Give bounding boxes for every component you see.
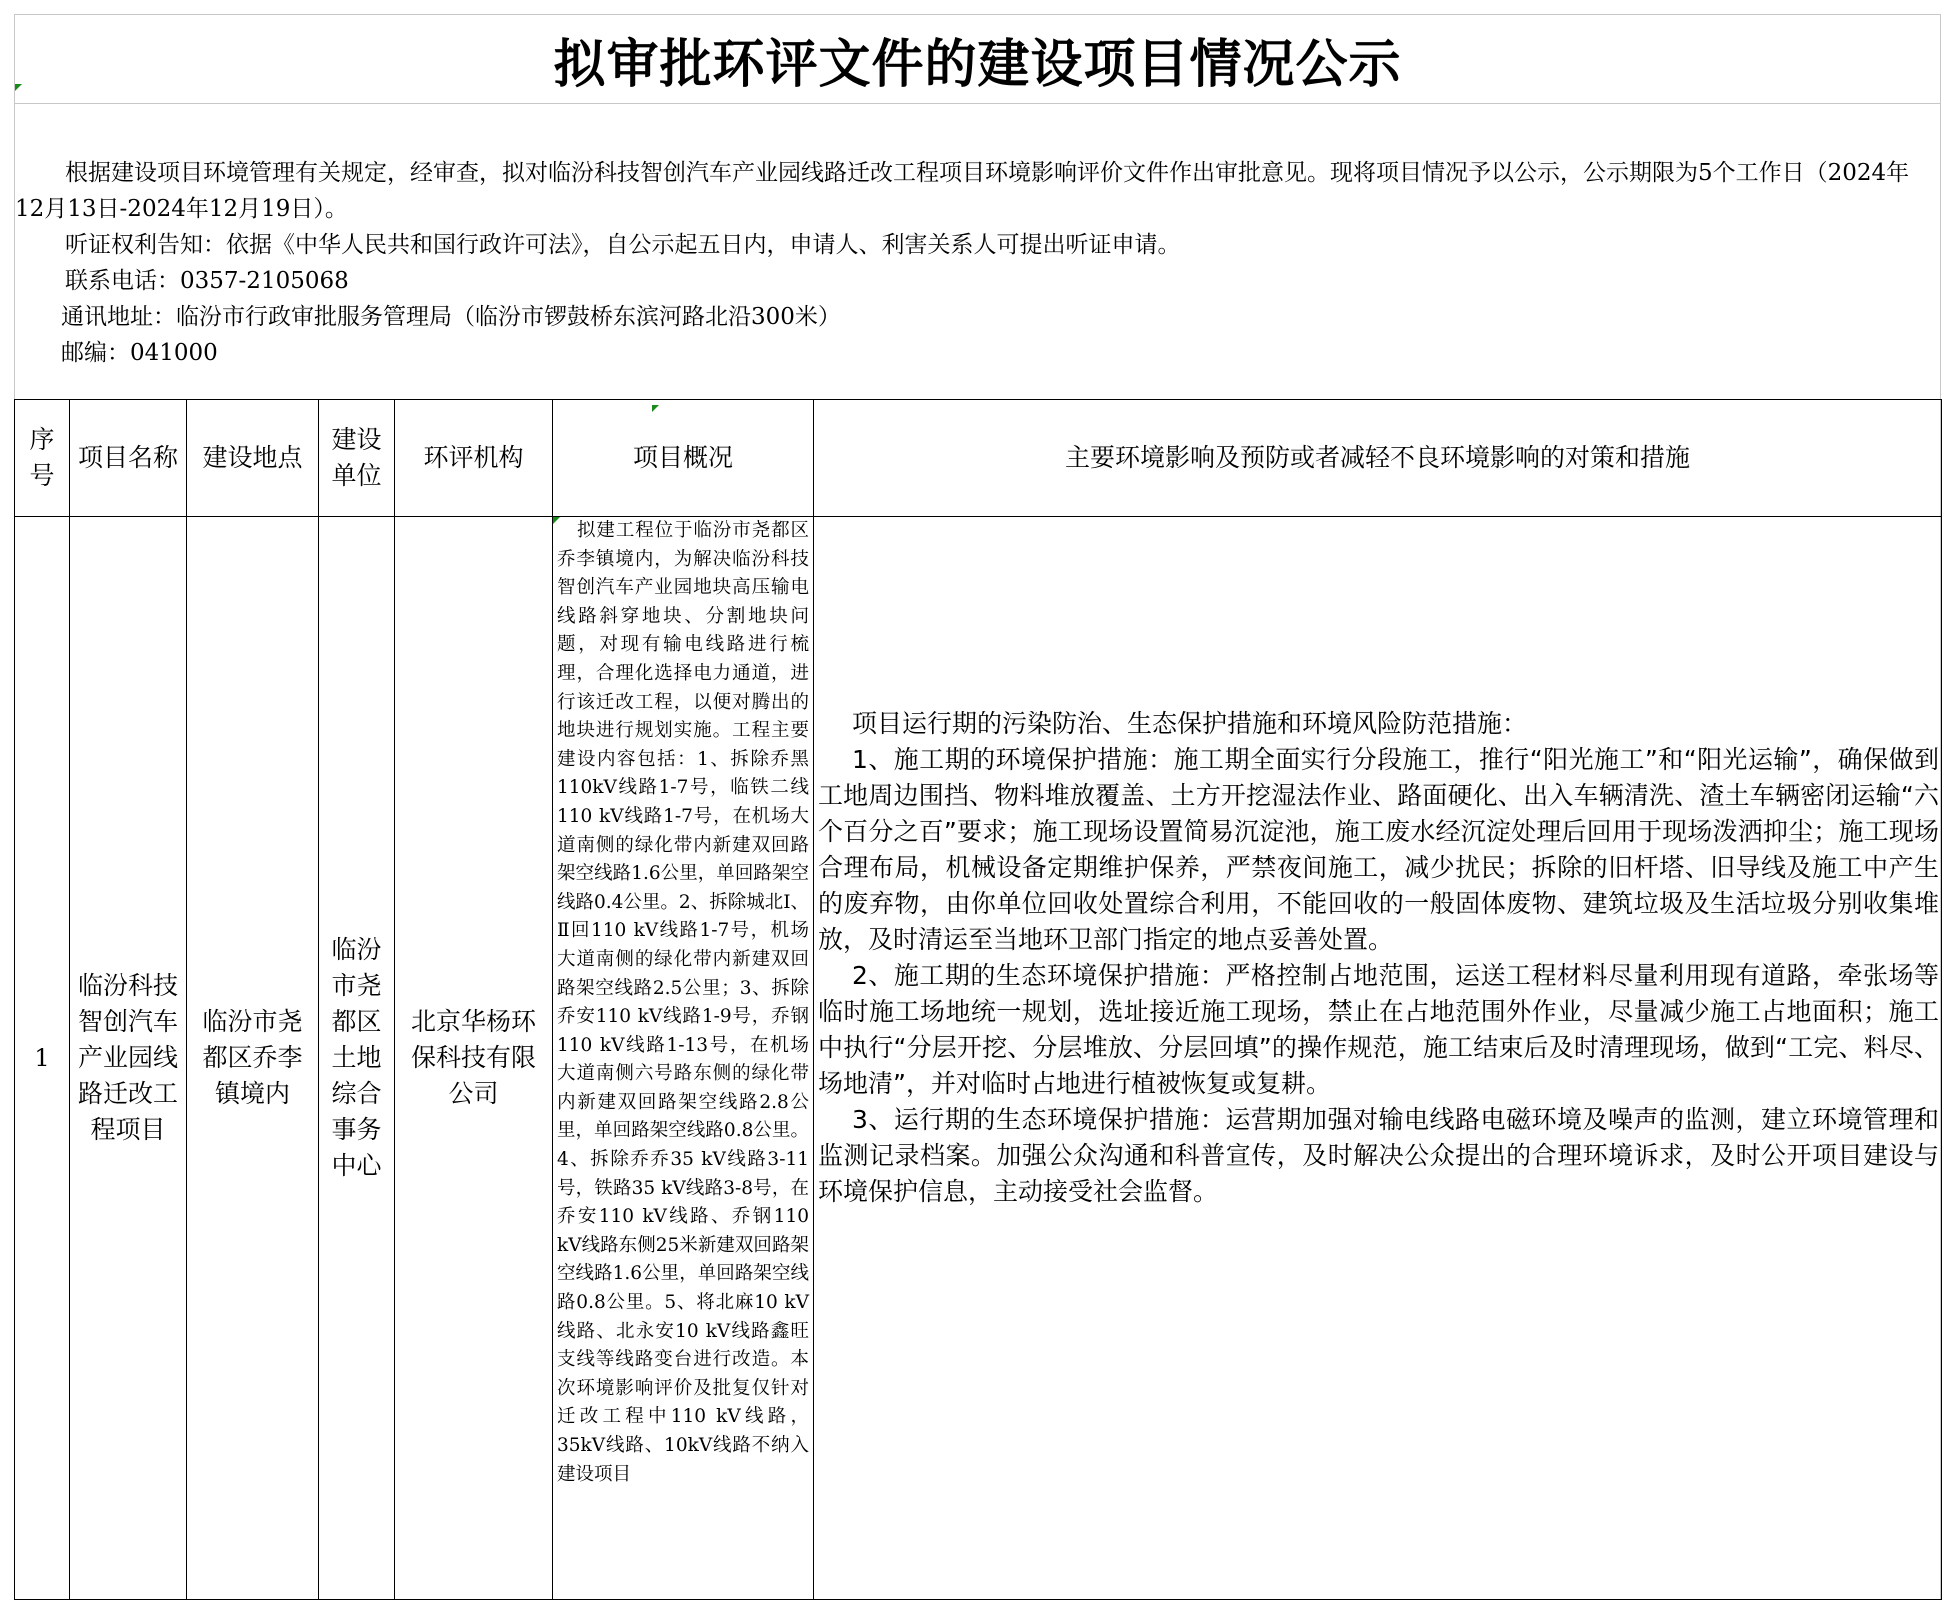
cell-comment-marker <box>15 84 22 91</box>
header-overview <box>553 400 814 517</box>
project-overview: 拟建工程位于临汾市尧都区乔李镇境内，为解决临汾科技智创汽车产业园地块高压输电线路斜穿地块、分割地块问题，对现有输电线路进行梳理，合理化选择电力通道，进行该迁改工程，以便对腾出的地块进行规划实施。工程主要建设内容包括：1、拆除乔黑110kV线路1-7号，临铁二线110 kV线路1-7号，在机场大道南侧的绿化带内新建双回路架空线路1.6公里，单回路架空线路0.4公里。2、拆除城北Ⅰ、Ⅱ回110 kV线路1-7号，机场大道南侧的绿化带内新建双回路架空线路2.5公里；3、拆除乔安110 kV线路1-9号，乔钢110 kV线路1-13号，在机场大道南侧六号路东侧的绿化带内新建双回路架空线路2.8公里，单回路架空线路0.8公里。4、拆除乔乔35 kV线路3-11号，铁路35 kV线路3-8号，在乔安110 kV线路、乔钢110 kV线路东侧25米新建双回路架空线路1.6公里，单回路架空线路0.8公里。5、将北麻10 kV线路、北永安10 kV线路鑫旺支线等线路变台进行改造。本次环境影响评价及批复仅针对迁改工程中110 kV线路，35kV线路、10kV线路不纳入建设项目 <box>557 520 810 1485</box>
header-location <box>187 400 319 517</box>
cell-measures <box>814 517 1942 1600</box>
seq-value: 1 <box>34 1044 50 1072</box>
measures-spacer <box>818 1210 1939 1410</box>
measures-item: 3、运行期的生态环境保护措施：运营期加强对输电线路电磁环境及噪声的监测，建立环境管理和监测记录档案。加强公众沟通和科普宣传，及时解决公众提出的合理环境诉求，及时公开项目建设与环境保护信息，主动接受社会监督。 <box>818 1105 1939 1206</box>
construction-unit: 临汾市尧都区土地综合事务中心 <box>331 935 382 1180</box>
contact-address: 通讯地址：临汾市行政审批服务管理局（临汾市锣鼓桥东滨河路北沿300米） <box>61 304 841 330</box>
cell-comment-marker <box>652 405 659 412</box>
spreadsheet-sheet <box>14 14 1941 1599</box>
project-name: 临汾科技智创汽车产业园线路迁改工程项目 <box>77 971 178 1144</box>
cell-agency <box>395 517 553 1600</box>
table-header-row <box>15 400 1942 517</box>
contact-phone: 联系电话：0357-2105068 <box>65 268 349 294</box>
postcode: 邮编：041000 <box>61 340 218 366</box>
project-location: 临汾市尧都区乔李镇境内 <box>202 1007 303 1108</box>
cell-seq <box>15 517 70 1600</box>
measures-item: 2、施工期的生态环境保护措施：严格控制占地范围，运送工程材料尽量利用现有道路，牵张场等临时施工场地统一规划，选址接近施工现场，禁止在占地范围外作业，尽量减少施工占地面积；施工中执行“分层开挖、分层堆放、分层回填”的操作规范，施工结束后及时清理现场，做到“工完、料尽、场地清”，并对临时占地进行植被恢复或复耕。 <box>818 961 1939 1098</box>
measures-item: 1、施工期的环境保护措施：施工期全面实行分段施工，推行“阳光施工”和“阳光运输”，确保做到工地周边围挡、物料堆放覆盖、土方开挖湿法作业、路面硬化、出入车辆清洗、渣土车辆密闭运输“六个百分之百”要求；施工现场设置简易沉淀池，施工废水经沉淀处理后回用于现场泼洒抑尘；施工现场合理布局，机械设备定期维护保养，严禁夜间施工，减少扰民；拆除的旧杆塔、旧导线及施工中产生的废弃物，由你单位回收处置综合利用，不能回收的一般固体废物、建筑垃圾及生活垃圾分别收集堆放，及时清运至当地环卫部门指定的地点妥善处置。 <box>818 745 1939 954</box>
header-name <box>70 400 187 517</box>
header-agency <box>395 400 553 517</box>
cell-unit <box>319 517 395 1600</box>
notice-paragraph: 根据建设项目环境管理有关规定，经审查，拟对临汾科技智创汽车产业园线路迁改工程项目环境影响评价文件作出审批意见。现将项目情况予以公示，公示期限为5个工作日（2024年12月13日-2024年12月19日）。 <box>15 160 1910 222</box>
header-agency-label: 环评机构 <box>423 443 524 472</box>
table-row <box>15 517 1942 1600</box>
hearing-notice: 听证权利告知：依据《中华人民共和国行政许可法》，自公示起五日内，申请人、利害关系人可提出听证申请。 <box>65 232 1181 258</box>
project-table <box>14 399 1942 1600</box>
header-seq-label: 序号 <box>29 425 55 490</box>
notice-block <box>15 103 1940 400</box>
cell-name <box>70 517 187 1600</box>
measures-intro: 项目运行期的污染防治、生态保护措施和环境风险防范措施： <box>852 709 1528 738</box>
cell-location <box>187 517 319 1600</box>
header-measures-label: 主要环境影响及预防或者减轻不良环境影响的对策和措施 <box>1064 443 1690 472</box>
header-location-label: 建设地点 <box>202 443 303 472</box>
header-unit <box>319 400 395 517</box>
title-row <box>15 14 1940 104</box>
eia-agency: 北京华杨环保科技有限公司 <box>410 1007 536 1108</box>
cell-overview <box>553 517 814 1600</box>
header-name-label: 项目名称 <box>77 443 178 472</box>
header-overview-label: 项目概况 <box>632 443 733 472</box>
cell-comment-marker <box>553 517 560 524</box>
page-title: 拟审批环评文件的建设项目情况公示 <box>553 34 1402 95</box>
header-unit-label: 建设单位 <box>331 425 382 490</box>
header-seq <box>15 400 70 517</box>
header-measures <box>814 400 1942 517</box>
